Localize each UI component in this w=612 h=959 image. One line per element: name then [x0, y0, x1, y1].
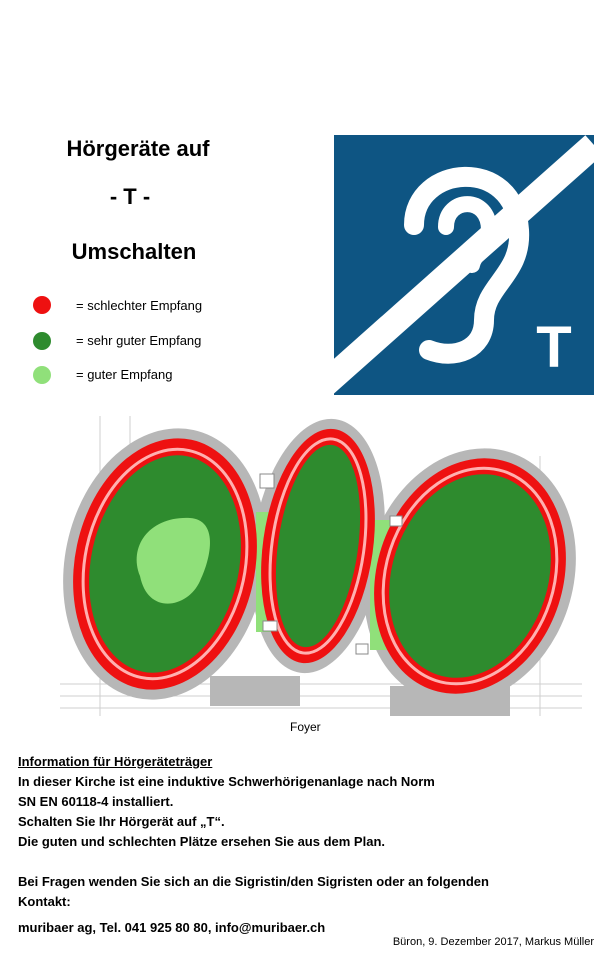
hearing-loop-sign — [334, 135, 594, 395]
legend-label-good: = guter Empfang — [76, 367, 173, 382]
footer-signature: Büron, 9. Dezember 2017, Markus Müller — [392, 936, 594, 948]
dark-green-dot-icon — [33, 332, 51, 350]
info-line-1: In dieser Kirche ist eine induktive Schwerhörigenanlage nach Norm — [18, 774, 435, 789]
info-block — [18, 752, 598, 938]
foyer-label: Foyer — [290, 720, 321, 734]
hearing-loop-sign-graphic — [334, 135, 594, 395]
title-line-3: Umschalten — [71, 239, 197, 264]
legend-item-poor — [32, 294, 312, 330]
title-line-2: - T - — [109, 184, 151, 209]
contact-line: muribaer ag, Tel. 041 925 80 80, info@muribaer.ch — [18, 920, 326, 935]
floor-plan-graphic — [60, 416, 582, 738]
title-line-1: Hörgeräte auf — [66, 136, 210, 161]
info-line-2: SN EN 60118-4 installiert. — [18, 794, 174, 809]
info-line-4: Die guten und schlechten Plätze ersehen Sie aus dem Plan. — [18, 834, 385, 849]
info-heading: Information für Hörgeräteträger — [18, 754, 213, 769]
legend-label-very-good: = sehr guter Empfang — [76, 333, 202, 348]
legend-item-very-good — [32, 330, 312, 364]
info-line-5: Bei Fragen wenden Sie sich an die Sigristin/den Sigristen oder an folgenden — [18, 874, 489, 889]
red-dot-icon — [33, 296, 51, 314]
info-line-3: Schalten Sie Ihr Hörgerät auf „T“. — [18, 814, 225, 829]
legend-label-poor: = schlechter Empfang — [76, 298, 203, 313]
sign-letter: T — [536, 315, 572, 380]
legend — [32, 294, 312, 398]
floor-plan — [60, 416, 582, 738]
legend-item-good — [32, 364, 312, 398]
light-green-dot-icon — [33, 366, 51, 384]
info-line-6: Kontakt: — [18, 894, 71, 909]
